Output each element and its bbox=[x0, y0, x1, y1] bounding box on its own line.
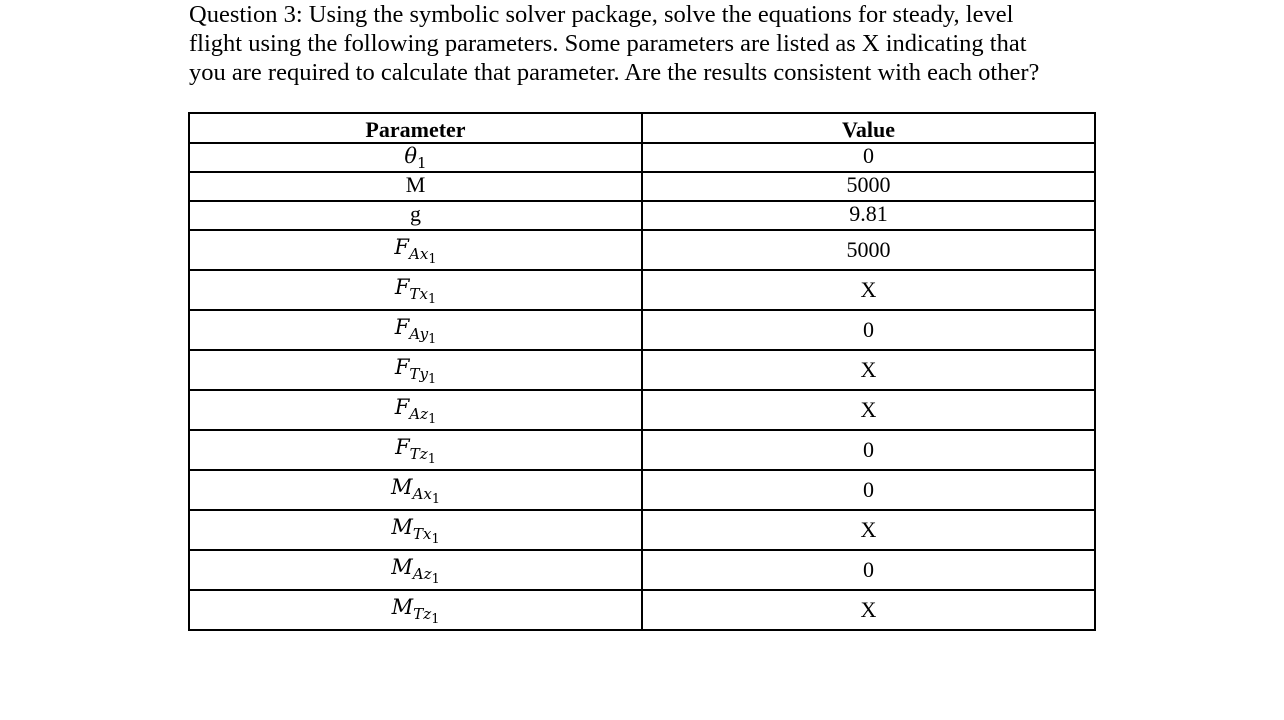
subscript-text: Az bbox=[409, 405, 429, 424]
symbol-main: F bbox=[394, 235, 409, 259]
parameter-cell bbox=[189, 310, 642, 350]
parameter-symbol bbox=[391, 595, 440, 628]
symbol-main: M bbox=[391, 555, 413, 579]
symbol-subscript bbox=[408, 245, 437, 268]
parameter-symbol bbox=[390, 475, 441, 508]
parameter-cell bbox=[189, 550, 642, 590]
header-parameter: Parameter bbox=[189, 113, 642, 143]
subscript-text: Ax bbox=[408, 245, 429, 264]
table-row bbox=[189, 390, 1095, 430]
question-text bbox=[189, 0, 1089, 87]
symbol-main: M bbox=[405, 172, 426, 197]
subscript-text: Tz bbox=[413, 605, 432, 624]
symbol-main: M bbox=[391, 515, 413, 539]
parameter-cell bbox=[189, 230, 642, 270]
value-cell: 0 bbox=[642, 310, 1095, 350]
parameter-cell bbox=[189, 172, 642, 201]
table-row bbox=[189, 143, 1095, 172]
symbol-main: g bbox=[410, 201, 421, 226]
parameter-cell bbox=[189, 143, 642, 172]
parameter-table bbox=[188, 112, 1096, 631]
value-cell: 0 bbox=[642, 550, 1095, 590]
symbol-subscript bbox=[409, 405, 437, 428]
symbol-main: F bbox=[394, 355, 410, 379]
symbol-main: M bbox=[391, 595, 414, 619]
symbol-subscript bbox=[409, 285, 437, 308]
parameter-cell bbox=[189, 201, 642, 230]
parameter-cell bbox=[189, 510, 642, 550]
symbol-main: F bbox=[394, 395, 410, 419]
parameter-symbol bbox=[394, 315, 437, 348]
subscript-text: Ax bbox=[412, 485, 432, 504]
subscript-text: Ay bbox=[409, 325, 429, 344]
symbol-sub-subscript: 1 bbox=[428, 372, 437, 388]
parameter-symbol bbox=[391, 515, 440, 548]
symbol-sub-subscript: 1 bbox=[428, 412, 437, 428]
parameter-symbol bbox=[391, 555, 440, 588]
parameter-symbol bbox=[406, 172, 426, 197]
symbol-subscript bbox=[409, 365, 437, 388]
value-cell: 5000 bbox=[642, 230, 1095, 270]
subscript-text: Ty bbox=[409, 365, 429, 384]
symbol-subscript bbox=[409, 325, 437, 348]
value-cell: X bbox=[642, 390, 1095, 430]
value-cell: X bbox=[642, 350, 1095, 390]
question-line-2: flight using the following parameters. Some parameters are listed as X indicating that bbox=[189, 30, 1027, 57]
parameter-cell bbox=[189, 350, 642, 390]
value-cell: X bbox=[642, 270, 1095, 310]
parameter-symbol bbox=[395, 435, 436, 468]
table-row bbox=[189, 350, 1095, 390]
symbol-sub-subscript: 1 bbox=[431, 572, 440, 588]
symbol-subscript bbox=[412, 565, 440, 588]
subscript-text: Tx bbox=[412, 525, 432, 544]
table-row bbox=[189, 590, 1095, 630]
value-cell: X bbox=[642, 590, 1095, 630]
parameter-cell bbox=[189, 470, 642, 510]
symbol-sub-subscript: 1 bbox=[431, 492, 441, 508]
symbol-sub-subscript: 1 bbox=[431, 612, 440, 628]
symbol-subscript bbox=[412, 525, 440, 548]
table-row bbox=[189, 310, 1095, 350]
question-line-1: Question 3: Using the symbolic solver package, solve the equations for steady, level bbox=[189, 1, 1014, 28]
symbol-main: M bbox=[390, 475, 413, 499]
symbol-subscript bbox=[412, 485, 441, 508]
table-row bbox=[189, 270, 1095, 310]
table-row bbox=[189, 201, 1095, 230]
symbol-sub-subscript: 1 bbox=[431, 532, 440, 548]
question-line-3: you are required to calculate that parameter. Are the results consistent with each other? bbox=[189, 59, 1040, 86]
subscript-text: Tx bbox=[409, 285, 428, 304]
symbol-sub-subscript: 1 bbox=[428, 292, 437, 308]
parameter-symbol bbox=[394, 355, 437, 388]
parameter-symbol bbox=[394, 395, 437, 428]
table-row bbox=[189, 470, 1095, 510]
parameter-cell bbox=[189, 270, 642, 310]
symbol-main: θ bbox=[404, 144, 418, 168]
subscript-text: 1 bbox=[417, 154, 427, 173]
value-cell: 0 bbox=[642, 143, 1095, 172]
table-body bbox=[189, 143, 1095, 630]
parameter-symbol bbox=[394, 275, 437, 308]
table-row bbox=[189, 172, 1095, 201]
parameter-symbol bbox=[404, 144, 427, 173]
value-cell: X bbox=[642, 510, 1095, 550]
symbol-sub-subscript: 1 bbox=[428, 252, 437, 268]
parameter-symbol bbox=[394, 235, 437, 268]
table-header-row bbox=[189, 113, 1095, 143]
symbol-main: F bbox=[395, 435, 410, 459]
symbol-subscript bbox=[413, 605, 440, 628]
table-row bbox=[189, 510, 1095, 550]
header-value: Value bbox=[642, 113, 1095, 143]
parameter-cell bbox=[189, 390, 642, 430]
value-cell: 0 bbox=[642, 470, 1095, 510]
value-cell: 5000 bbox=[642, 172, 1095, 201]
parameter-cell bbox=[189, 430, 642, 470]
value-cell: 0 bbox=[642, 430, 1095, 470]
table-row bbox=[189, 550, 1095, 590]
table-row bbox=[189, 230, 1095, 270]
symbol-sub-subscript: 1 bbox=[428, 332, 437, 348]
parameter-cell bbox=[189, 590, 642, 630]
symbol-sub-subscript: 1 bbox=[427, 452, 436, 468]
symbol-main: F bbox=[394, 275, 410, 299]
symbol-subscript bbox=[409, 445, 436, 468]
subscript-text: Az bbox=[412, 565, 432, 584]
table-row bbox=[189, 430, 1095, 470]
subscript-text: Tz bbox=[409, 445, 428, 464]
value-cell: 9.81 bbox=[642, 201, 1095, 230]
symbol-subscript bbox=[417, 154, 427, 172]
parameter-symbol bbox=[410, 201, 421, 226]
symbol-main: F bbox=[394, 315, 410, 339]
